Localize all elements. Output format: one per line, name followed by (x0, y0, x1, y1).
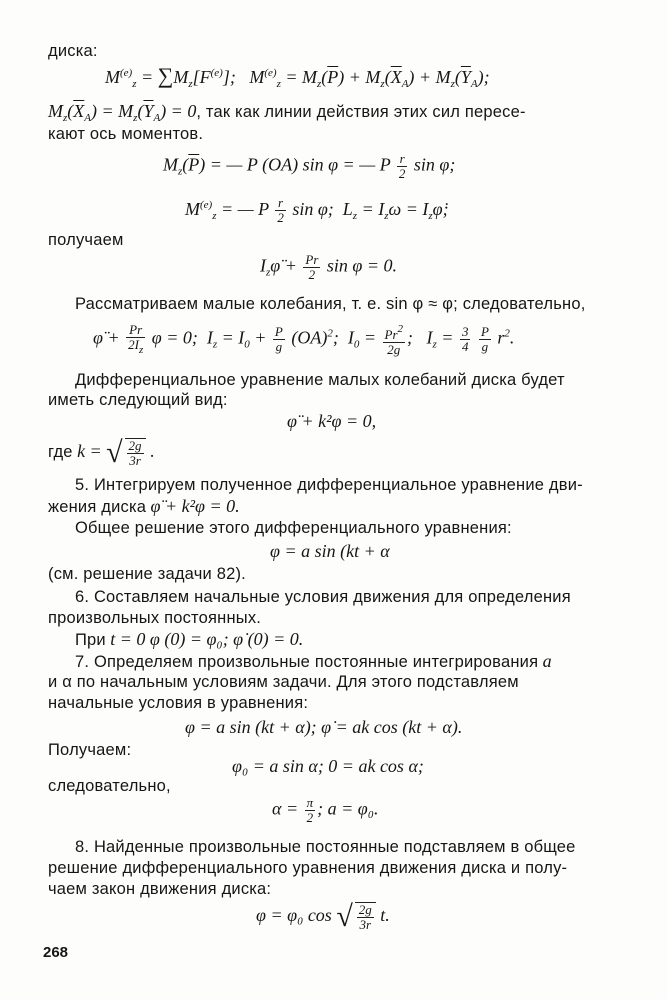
text-line: 5. Интегрируем полученное дифференциальное уравнение дви- (75, 476, 583, 494)
formula-phi0: φ₀ = a sin α; 0 = ak cos α; (232, 756, 424, 776)
text-line: чаем закон движения диска: (48, 880, 272, 898)
formula-general: φ = a sin (kt + α (270, 541, 390, 561)
text-line: диска: (48, 42, 98, 60)
formula-equation: $I_z\varphï$ + $\frac{Pr}{2}$ sin φ = 0. (260, 252, 398, 282)
formula-subst: φ = a sin (kt + α); φ̇ = ak cos (kt + α). (185, 717, 463, 737)
formula-diff: φ̈ + k²φ = 0, (287, 411, 377, 431)
text-line: 7. Определяем произвольные постоянные интегрирования a (75, 651, 552, 671)
formula-small-oscillation: φ̈ + $\frac{Pr}{2I_z}$ φ = 0; $I_z = I_0$ + $\frac{P}{g}$ (OA)$^2$; $I_0$ = $\frac{Pr^2}{2g}$ ; $I_z$ = $\frac{3}{4}$ $\frac{P}{g}$ $r^2$. (93, 321, 515, 357)
text-line: решение дифференциального уравнения движения диска и полу- (48, 859, 568, 877)
text-line: Общее решение этого дифференциального уравнения: (75, 519, 512, 537)
text-line: получаем (48, 231, 124, 249)
text-line: При t = 0 φ (0) = φ₀; φ̇ (0) = 0. (75, 629, 304, 649)
text-line: 8. Найденные произвольные постоянные подставляем в общее (75, 838, 576, 856)
page-number: 268 (43, 944, 69, 961)
text-line: иметь следующий вид: (48, 391, 228, 409)
text-line: Рассматриваем малые колебания, т. е. sin φ ≈ φ; следовательно, (75, 295, 586, 313)
text-line: Дифференциальное уравнение малых колебаний диска будет (75, 371, 565, 389)
text-line: следовательно, (48, 777, 171, 795)
text-line: $M_z(\overline{X}_A) = M_z(\overline{Y}_A) = 0$, так как линии действия этих сил пересе- (48, 101, 526, 124)
text-line: (см. решение задачи 82). (48, 565, 246, 583)
text-line: произвольных постоянных. (48, 609, 262, 627)
formula-moment-e: $M^{(e)}_z$ = — P $\frac{r}{2}$ sin φ; $L_z = I_z\omega$ = $I_z\varphi̇$; (185, 195, 449, 226)
formula-moment-sum: $M^{(e)}_z = \sum M_z[F^{(e)}]$; $M^{(e)}_z = M_z(\overline{P}) + M_z(\overline{X}_A) + M_z(\overline{Y}_A)$; (105, 63, 490, 90)
text-line: где k = √ $\frac{2g}{3r}$ . (48, 436, 155, 469)
text-line: Получаем: (48, 741, 132, 759)
text-line: жения диска φ̈ + k²φ = 0. (48, 496, 240, 516)
formula-final: φ = φ₀ cos √ $\frac{2g}{3r}$ t. (256, 900, 390, 933)
text-line: и α по начальным условиям задачи. Для этого подставляем (48, 673, 519, 691)
formula-alpha: α = $\frac{\pi}{2}$ ; a = φ₀. (272, 795, 379, 825)
text-line: начальные условия в уравнения: (48, 694, 309, 712)
text-line: 6. Составляем начальные условия движения для определения (75, 588, 571, 606)
text-line: кают ось моментов. (48, 125, 204, 143)
formula-moment-p: $M_z(\overline{P})$ = — P (OA) sin φ = — P $\frac{r}{2}$ sin φ; (163, 151, 456, 181)
